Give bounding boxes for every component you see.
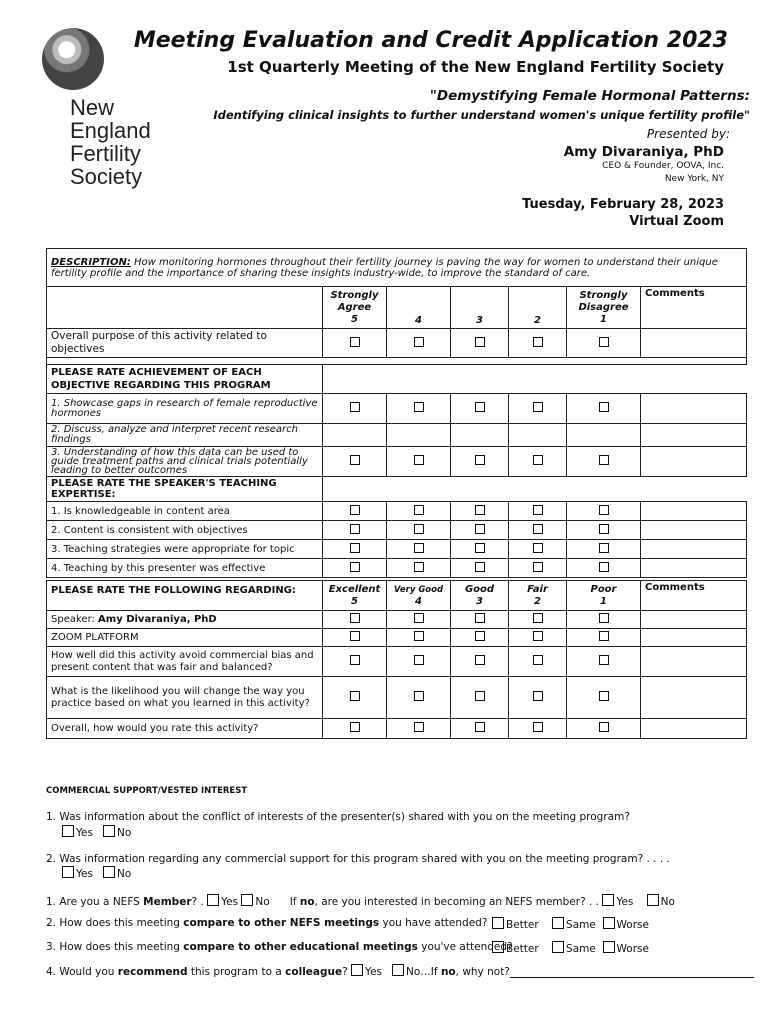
checkbox[interactable]	[350, 691, 360, 701]
recommend-yes-checkbox[interactable]	[351, 964, 363, 976]
checkbox[interactable]	[414, 455, 424, 465]
checkbox[interactable]	[475, 655, 485, 665]
checkbox[interactable]	[533, 524, 543, 534]
question-member: 1. Are you a NEFS Member? . Yes No If no, are you interested in becoming an NEFS member? . . Yes No	[46, 896, 675, 908]
page-title: Meeting Evaluation and Credit Application 2023	[133, 28, 728, 53]
question-compare-nefs: 2. How does this meeting compare to other NEFS meetings you have attended?	[46, 917, 488, 929]
col-4: 4	[387, 287, 451, 329]
speaker-location: New York, NY	[664, 174, 724, 184]
checkbox[interactable]	[350, 543, 360, 553]
checkbox[interactable]	[350, 505, 360, 515]
compare-educational-options: Better Same Worse	[492, 941, 649, 955]
checkbox[interactable]	[414, 562, 424, 572]
checkbox[interactable]	[475, 613, 485, 623]
comments-field[interactable]	[641, 629, 747, 647]
same-checkbox[interactable]	[552, 941, 564, 953]
checkbox[interactable]	[475, 691, 485, 701]
why-not-input[interactable]	[510, 967, 754, 978]
recommend-no-checkbox[interactable]	[392, 964, 404, 976]
checkbox[interactable]	[414, 543, 424, 553]
q1-options: Yes No	[62, 825, 131, 839]
checkbox[interactable]	[414, 655, 424, 665]
checkbox[interactable]	[350, 631, 360, 641]
comments-field[interactable]	[641, 521, 747, 540]
checkbox[interactable]	[350, 524, 360, 534]
comments-field[interactable]	[641, 502, 747, 521]
question-compare-educational: 3. How does this meeting compare to other educational meetings you've attended?	[46, 941, 513, 953]
comments-field[interactable]	[641, 611, 747, 629]
question-conflict-of-interest: 1. Was information about the conflict of interests of the presenter(s) shared with you on the meeting program?	[46, 811, 630, 823]
checkbox[interactable]	[475, 402, 485, 412]
table-row: Overall purpose of this activity related to objectives	[47, 329, 747, 358]
same-checkbox[interactable]	[552, 917, 564, 929]
table-row: 3. Understanding of how this data can be used to guide treatment paths and clinical trials potentially leading to better outcomes	[47, 447, 747, 477]
checkbox[interactable]	[533, 337, 543, 347]
checkbox[interactable]	[599, 722, 609, 732]
table-row: 1. Showcase gaps in research of female reproductive hormones	[47, 394, 747, 424]
question-commercial-support: 2. Was information regarding any commercial support for this program shared with you on the meeting program? . . . .	[46, 853, 670, 865]
checkbox[interactable]	[533, 613, 543, 623]
yes-checkbox[interactable]	[62, 866, 74, 878]
checkbox[interactable]	[350, 613, 360, 623]
checkbox[interactable]	[533, 655, 543, 665]
worse-checkbox[interactable]	[603, 917, 615, 929]
yes-checkbox[interactable]	[62, 825, 74, 837]
checkbox[interactable]	[599, 455, 609, 465]
checkbox[interactable]	[599, 337, 609, 347]
better-checkbox[interactable]	[492, 941, 504, 953]
col-comments: Comments	[641, 287, 747, 329]
no-checkbox[interactable]	[103, 825, 115, 837]
checkbox[interactable]	[533, 562, 543, 572]
speaker-name: Amy Divaraniya, PhD	[563, 144, 724, 160]
checkbox[interactable]	[599, 543, 609, 553]
table-row: ZOOM PLATFORM	[47, 629, 747, 647]
checkbox[interactable]	[414, 524, 424, 534]
col-strongly-disagree: Strongly Disagree 1	[567, 287, 641, 329]
join-yes-checkbox[interactable]	[602, 894, 614, 906]
nefs-logo-emblem	[42, 28, 104, 90]
col-poor: Poor 1	[567, 581, 641, 611]
col-good: Good 3	[451, 581, 509, 611]
table-row: Overall, how would you rate this activity?	[47, 719, 747, 739]
checkbox[interactable]	[599, 631, 609, 641]
comments-field[interactable]	[641, 677, 747, 719]
comments-field[interactable]	[641, 447, 747, 477]
col-comments: Comments	[641, 581, 747, 611]
checkbox[interactable]	[350, 402, 360, 412]
checkbox[interactable]	[533, 722, 543, 732]
checkbox[interactable]	[350, 455, 360, 465]
no-checkbox[interactable]	[103, 866, 115, 878]
checkbox[interactable]	[414, 337, 424, 347]
checkbox[interactable]	[599, 655, 609, 665]
checkbox[interactable]	[414, 631, 424, 641]
checkbox[interactable]	[475, 337, 485, 347]
checkbox[interactable]	[599, 524, 609, 534]
checkbox[interactable]	[414, 613, 424, 623]
presented-by: Presented by:	[646, 127, 730, 141]
nefs-logo-text: New England Fertility Society	[70, 95, 151, 189]
table-row: 2. Discuss, analyze and interpret recent research findings	[47, 424, 747, 447]
checkbox[interactable]	[475, 631, 485, 641]
join-no-checkbox[interactable]	[647, 894, 659, 906]
checkbox[interactable]	[533, 402, 543, 412]
checkbox[interactable]	[599, 613, 609, 623]
talk-subtitle: Identifying clinical insights to further understand women's unique fertility profile"	[213, 108, 750, 122]
comments-field[interactable]	[641, 540, 747, 559]
table-row: 1. Is knowledgeable in content area	[47, 502, 747, 521]
comments-field[interactable]	[641, 719, 747, 739]
checkbox[interactable]	[475, 505, 485, 515]
comments-field[interactable]	[641, 647, 747, 677]
checkbox[interactable]	[533, 543, 543, 553]
checkbox[interactable]	[414, 722, 424, 732]
checkbox[interactable]	[599, 505, 609, 515]
meeting-subtitle: 1st Quarterly Meeting of the New England Fertility Society	[227, 58, 724, 76]
table-row: 4. Teaching by this presenter was effective	[47, 559, 747, 578]
col-2: 2	[509, 287, 567, 329]
section-rating: PLEASE RATE THE FOLLOWING REGARDING:	[47, 581, 323, 611]
talk-title: "Demystifying Female Hormonal Patterns:	[429, 88, 750, 104]
col-3: 3	[451, 287, 509, 329]
checkbox[interactable]	[533, 505, 543, 515]
checkbox[interactable]	[350, 562, 360, 572]
speaker-affiliation: CEO & Founder, OOVA, Inc.	[602, 161, 724, 171]
checkbox[interactable]	[414, 691, 424, 701]
comments-field[interactable]	[641, 329, 747, 358]
table-row: How well did this activity avoid commercial bias and present content that was fair and balanced?	[47, 647, 747, 677]
agreement-table	[46, 248, 747, 578]
checkbox[interactable]	[475, 543, 485, 553]
col-excellent: Excellent 5	[323, 581, 387, 611]
checkbox[interactable]	[350, 337, 360, 347]
table-row: 3. Teaching strategies were appropriate for topic	[47, 540, 747, 559]
rating-table	[46, 580, 747, 739]
checkbox[interactable]	[350, 722, 360, 732]
table-row: Speaker: Amy Divaraniya, PhD	[47, 611, 747, 629]
member-yes-checkbox[interactable]	[207, 894, 219, 906]
section-commercial: COMMERCIAL SUPPORT/VESTED INTEREST	[46, 786, 248, 796]
question-recommend: 4. Would you recommend this program to a colleague? Yes No…If no, why not?	[46, 964, 754, 978]
checkbox[interactable]	[475, 562, 485, 572]
compare-nefs-options: Better Same Worse	[492, 917, 649, 931]
col-very-good: Very Good 4	[387, 581, 451, 611]
checkbox[interactable]	[414, 402, 424, 412]
checkbox[interactable]	[475, 455, 485, 465]
better-checkbox[interactable]	[492, 917, 504, 929]
q2-options: Yes No	[62, 866, 131, 880]
meeting-venue: Virtual Zoom	[629, 214, 724, 229]
section-teaching: PLEASE RATE THE SPEAKER'S TEACHING EXPERTISE:	[47, 477, 323, 502]
table-row: What is the likelihood you will change the way you practice based on what you learned in this activity?	[47, 677, 747, 719]
col-fair: Fair 2	[509, 581, 567, 611]
checkbox[interactable]	[533, 691, 543, 701]
checkbox[interactable]	[350, 655, 360, 665]
section-objectives: PLEASE RATE ACHIEVEMENT OF EACH OBJECTIVE REGARDING THIS PROGRAM	[47, 365, 323, 394]
checkbox[interactable]	[414, 505, 424, 515]
comments-field[interactable]	[641, 394, 747, 424]
description: DESCRIPTION: How monitoring hormones throughout their fertility journey is paving the way for women to understand their unique fertility profile and the importance of sharing these insights industry-wide, to improve the standard of care.	[47, 249, 747, 287]
checkbox[interactable]	[599, 562, 609, 572]
checkbox[interactable]	[599, 402, 609, 412]
checkbox[interactable]	[475, 524, 485, 534]
checkbox[interactable]	[533, 631, 543, 641]
meeting-date: Tuesday, February 28, 2023	[522, 197, 724, 212]
member-no-checkbox[interactable]	[241, 894, 253, 906]
checkbox[interactable]	[533, 455, 543, 465]
table-row: 2. Content is consistent with objectives	[47, 521, 747, 540]
checkbox[interactable]	[475, 722, 485, 732]
checkbox[interactable]	[599, 691, 609, 701]
col-strongly-agree: Strongly Agree 5	[323, 287, 387, 329]
worse-checkbox[interactable]	[603, 941, 615, 953]
comments-field[interactable]	[641, 559, 747, 578]
